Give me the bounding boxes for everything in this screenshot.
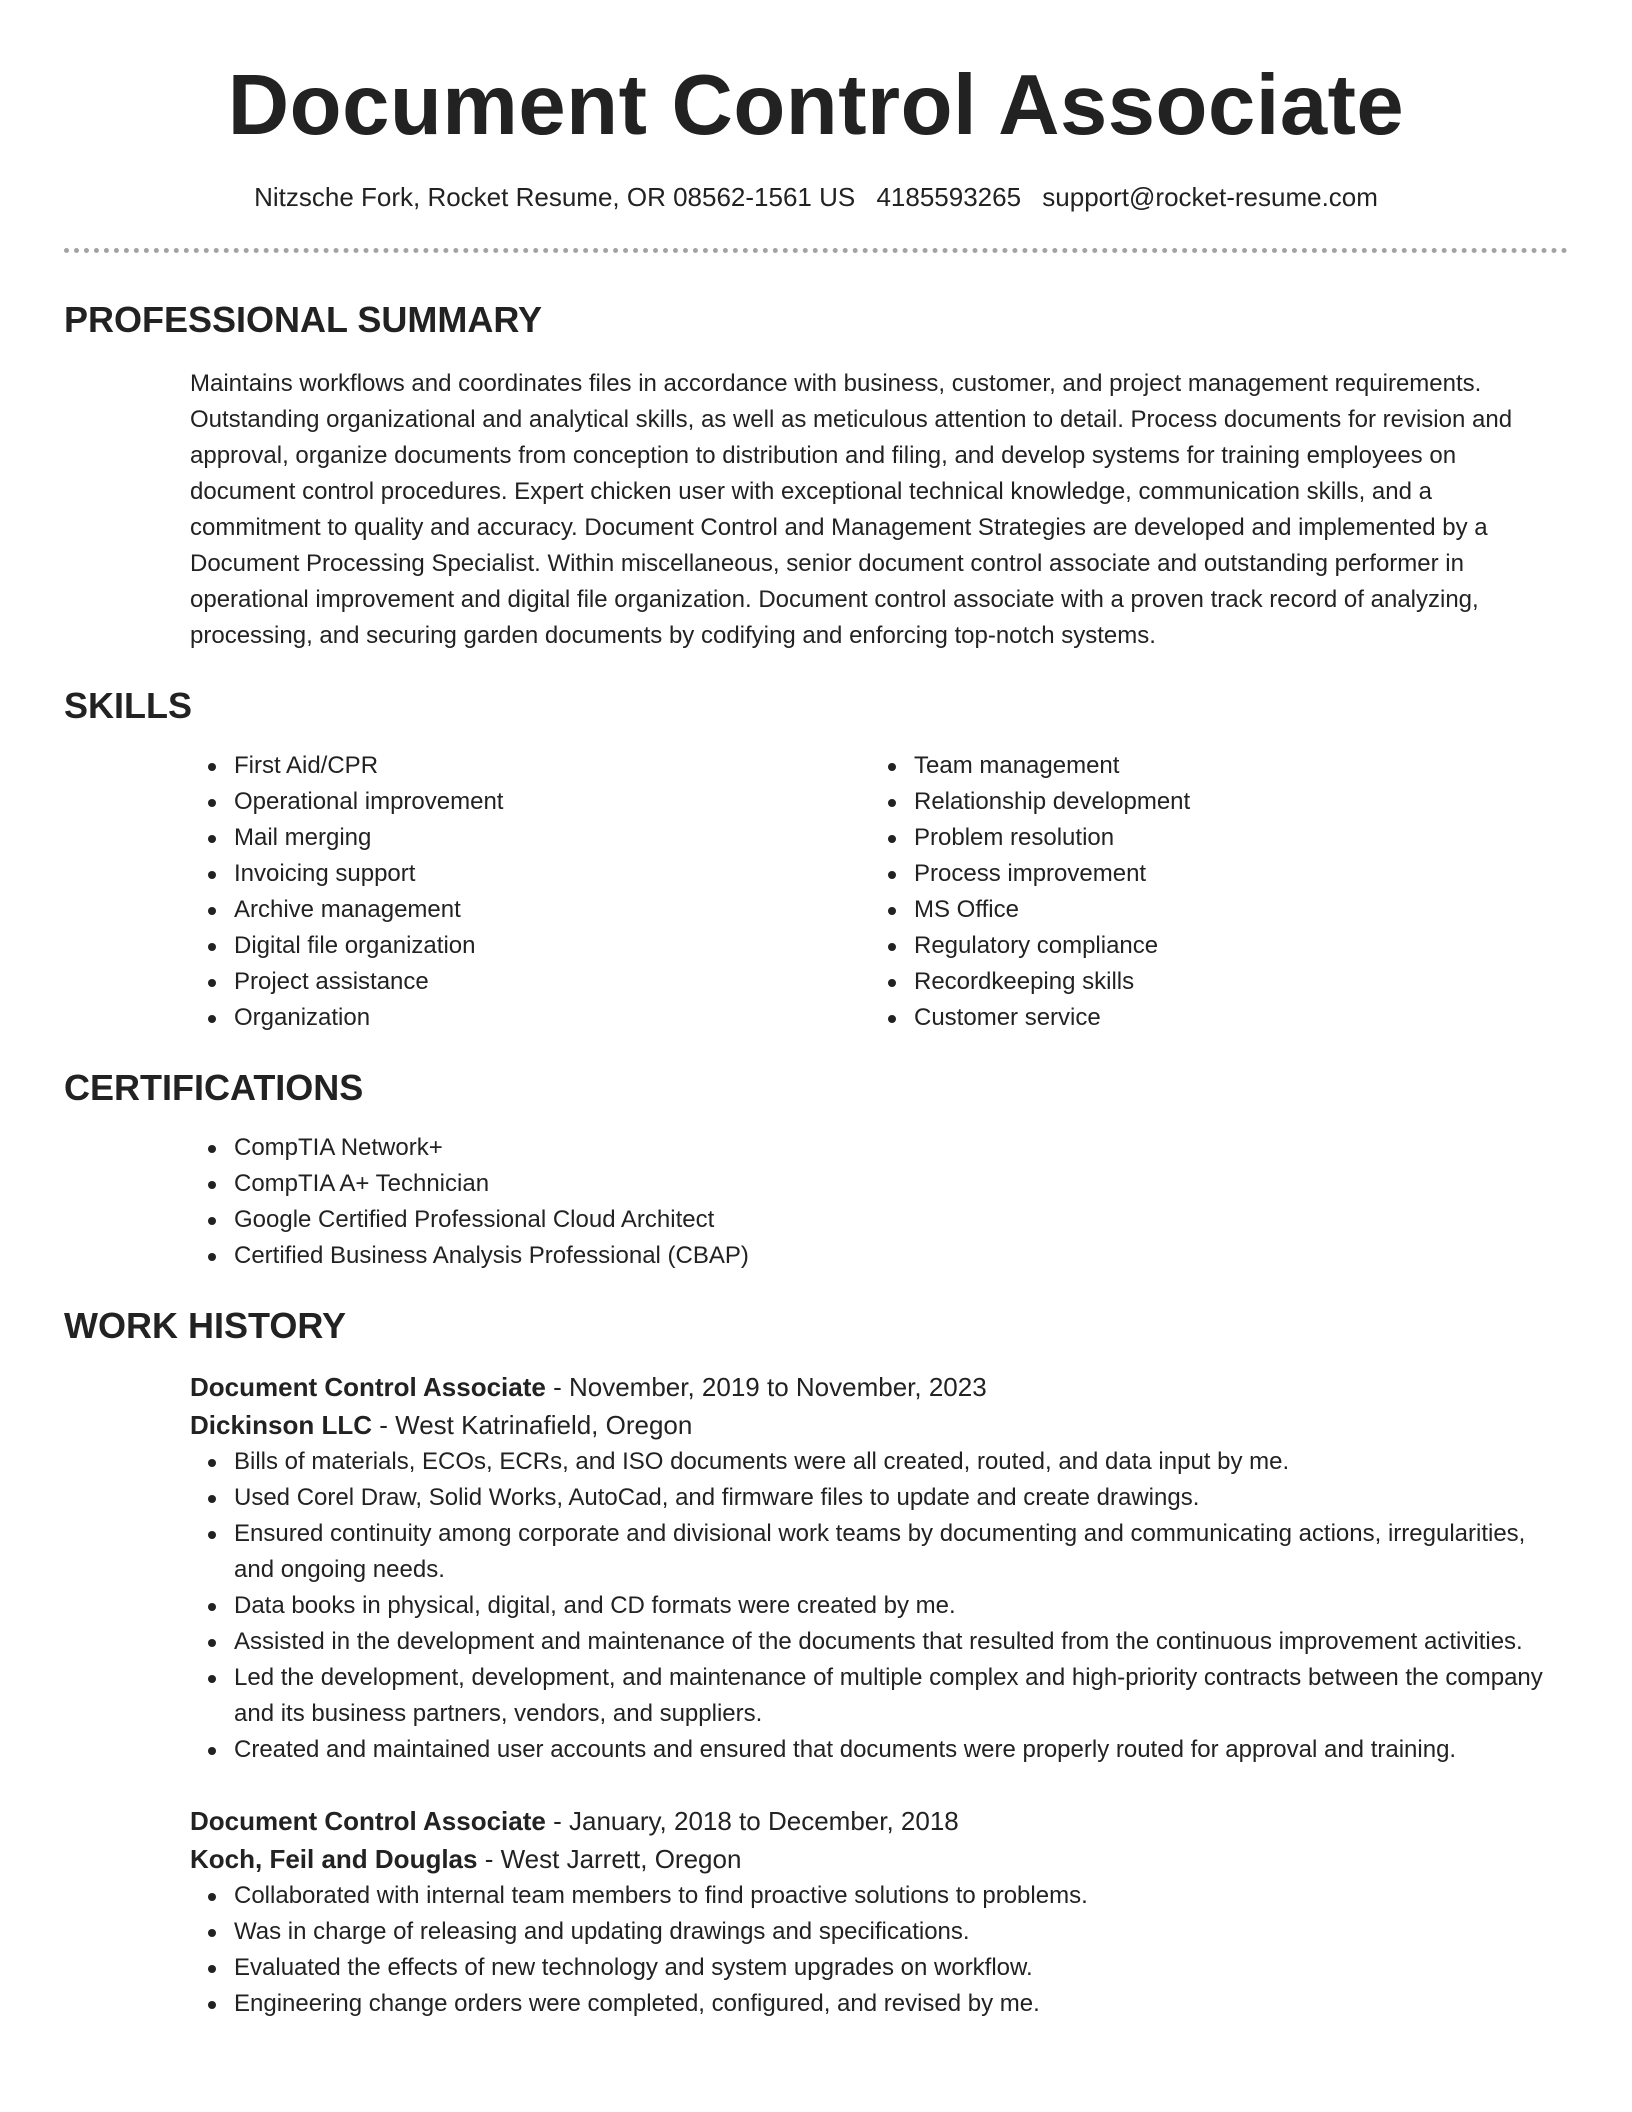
skill-item: Invoicing support — [234, 856, 870, 892]
job-company: Koch, Feil and Douglas — [190, 1844, 478, 1874]
skills-column-right — [870, 748, 1550, 1036]
job-duties-list — [190, 1444, 1568, 1768]
job-company-line — [190, 1840, 1568, 1878]
job-company: Dickinson LLC — [190, 1410, 373, 1440]
skill-item: Recordkeeping skills — [914, 964, 1550, 1000]
skills-list-left — [190, 748, 870, 1036]
job-location: - West Jarrett, Oregon — [477, 1844, 742, 1874]
job-duty: Led the development, development, and maintenance of multiple complex and high-priority contracts between the company and its business partners, vendors, and suppliers. — [234, 1660, 1568, 1732]
job-dates: - January, 2018 to December, 2018 — [545, 1806, 959, 1836]
job-duty: Evaluated the effects of new technology and system upgrades on workflow. — [234, 1950, 1568, 1986]
skill-item: Digital file organization — [234, 928, 870, 964]
job-role: Document Control Associate — [190, 1372, 546, 1402]
job-title-line — [190, 1368, 1568, 1406]
certifications-list — [190, 1130, 1568, 1274]
skills-heading: SKILLS — [64, 685, 193, 726]
skill-item: Operational improvement — [234, 784, 870, 820]
contact-phone: 4185593265 — [876, 182, 1022, 212]
job-dates: - November, 2019 to November, 2023 — [545, 1372, 987, 1402]
certification-item: Google Certified Professional Cloud Architect — [234, 1202, 1568, 1238]
job-duty: Used Corel Draw, Solid Works, AutoCad, and firmware files to update and create drawings. — [234, 1480, 1568, 1516]
skill-item: Regulatory compliance — [914, 928, 1550, 964]
skill-item: Project assistance — [234, 964, 870, 1000]
job-duty: Created and maintained user accounts and ensured that documents were properly routed for approval and training. — [234, 1732, 1568, 1768]
job-entry — [190, 1802, 1568, 2022]
summary-heading: PROFESSIONAL SUMMARY — [64, 299, 543, 340]
summary-text: Maintains workflows and coordinates files in accordance with business, customer, and project management requirements. Outstanding organizational and analytical skills, as well as meticulous attention to detail. Process documents for revision and approval, organize documents from conception to distribution and filing, and develop systems for training employees on document control procedures. Expert chicken user with exceptional technical knowledge, communication skills, and a commitment to quality and accuracy. Document Control and Management Strategies are developed and implemented by a Document Processing Specialist. Within miscellaneous, senior document control associate and outstanding performer in operational improvement and digital file organization. Document control associate with a proven track record of analyzing, processing, and securing garden documents by codifying and enforcing top-notch systems. — [190, 370, 1513, 649]
skill-item: Mail merging — [234, 820, 870, 856]
job-duty: Ensured continuity among corporate and divisional work teams by documenting and communicating actions, irregularities, and ongoing needs. — [234, 1516, 1568, 1588]
contact-line — [0, 180, 1632, 214]
header-divider — [64, 248, 1568, 253]
certification-item: Certified Business Analysis Professional (CBAP) — [234, 1238, 1568, 1274]
skill-item: Organization — [234, 1000, 870, 1036]
skill-item: Process improvement — [914, 856, 1550, 892]
skills-grid — [190, 748, 1568, 1036]
certifications-heading: CERTIFICATIONS — [64, 1067, 364, 1108]
skill-item: MS Office — [914, 892, 1550, 928]
skills-column-left — [190, 748, 870, 1036]
certifications-list-wrapper — [190, 1130, 1568, 1274]
certification-item: CompTIA A+ Technician — [234, 1166, 1568, 1202]
job-duty: Assisted in the development and maintenance of the documents that resulted from the continuous improvement activities. — [234, 1624, 1568, 1660]
skills-list-right — [870, 748, 1550, 1036]
skill-item: Team management — [914, 748, 1550, 784]
skill-item: Archive management — [234, 892, 870, 928]
resume-header — [0, 0, 1632, 214]
work-history-section — [64, 1304, 1568, 2022]
skill-item: Relationship development — [914, 784, 1550, 820]
summary-section — [64, 298, 1568, 654]
candidate-name: Document Control Associate — [227, 58, 1405, 153]
job-duty: Bills of materials, ECOs, ECRs, and ISO documents were all created, routed, and data input by me. — [234, 1444, 1568, 1480]
job-location: - West Katrinafield, Oregon — [372, 1410, 693, 1440]
skill-item: Problem resolution — [914, 820, 1550, 856]
job-duty: Was in charge of releasing and updating drawings and specifications. — [234, 1914, 1568, 1950]
job-company-line — [190, 1406, 1568, 1444]
contact-email: support@rocket-resume.com — [1042, 182, 1378, 212]
job-title-line — [190, 1802, 1568, 1840]
work-history-heading: WORK HISTORY — [64, 1305, 347, 1346]
job-duty: Data books in physical, digital, and CD formats were created by me. — [234, 1588, 1568, 1624]
contact-address: Nitzsche Fork, Rocket Resume, OR 08562-1561 US — [254, 182, 856, 212]
certification-item: CompTIA Network+ — [234, 1130, 1568, 1166]
skills-section — [64, 684, 1568, 1036]
skill-item: First Aid/CPR — [234, 748, 870, 784]
job-duty: Collaborated with internal team members to find proactive solutions to problems. — [234, 1878, 1568, 1914]
job-duties-list — [190, 1878, 1568, 2022]
certifications-section — [64, 1066, 1568, 1274]
skill-item: Customer service — [914, 1000, 1550, 1036]
job-entry — [190, 1368, 1568, 1768]
job-duty: Engineering change orders were completed, configured, and revised by me. — [234, 1986, 1568, 2022]
job-role: Document Control Associate — [190, 1806, 546, 1836]
